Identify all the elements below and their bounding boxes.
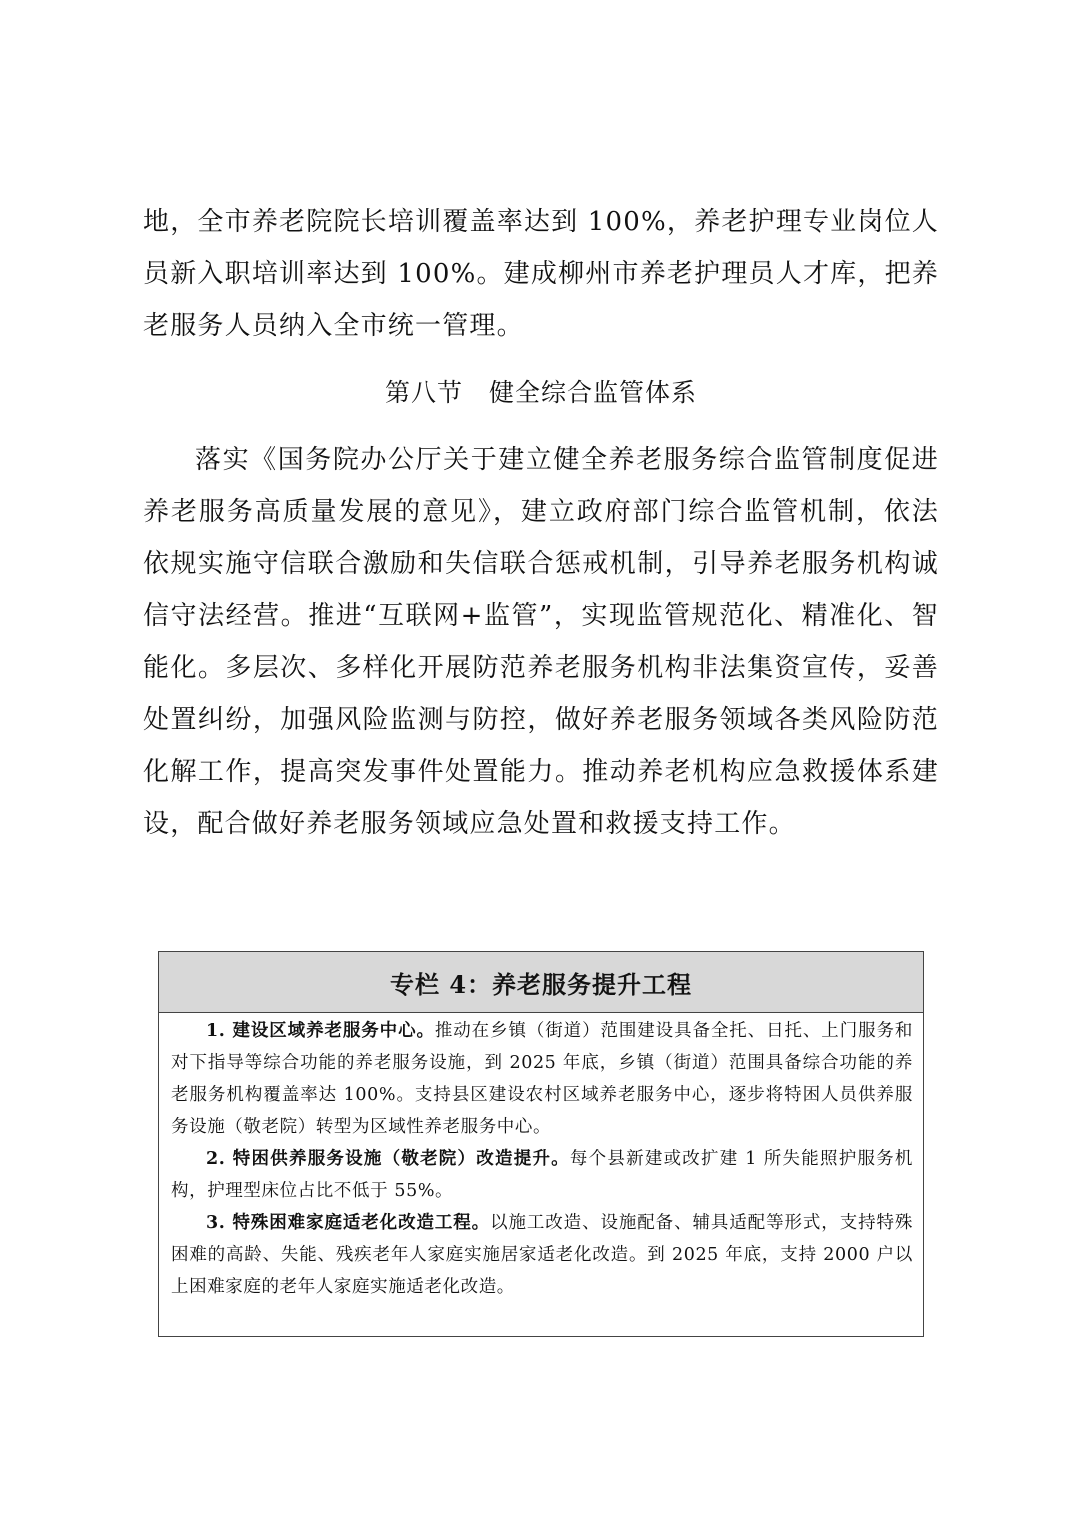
feature-column-title: 专栏 4：养老服务提升工程: [159, 952, 923, 1013]
feature-item-lead: 1. 建设区域养老服务中心。: [206, 1021, 435, 1041]
feature-item-lead: 3. 特殊困难家庭适老化改造工程。: [206, 1213, 491, 1233]
section-paragraph: 落实《国务院办公厅关于建立健全养老服务综合监管制度促进养老服务高质量发展的意见》，建立政府部门综合监管机制，依法依规实施守信联合激励和失信联合惩戒机制，引导养老服务机构诚信守法经营。推进“互联网+监管”，实现监管规范化、精准化、智能化。多层次、多样化开展防范养老服务机构非法集资宣传，妥善处置纠纷，加强风险监测与防控，做好养老服务领域各类风险防范化解工作，提高突发事件处置能力。推动养老机构应急救援体系建设，配合做好养老服务领域应急处置和救援支持工作。: [143, 445, 939, 839]
section-title: 第八节 健全综合监管体系: [384, 378, 697, 407]
feature-item-text: 推动在乡镇（街道）范围建设具备全托、日托、上门服务和对下指导等综合功能的养老服务设施，到 2025 年底，乡镇（街道）范围具备综合功能的养老服务机构覆盖率达 100%。支持县区建设农村区域养老服务中心，逐步将特困人员供养服务设施（敬老院）转型为区域性养老服务中心。: [171, 1021, 913, 1137]
continuation-paragraph: 地，全市养老院院长培训覆盖率达到 100%，养老护理专业岗位人员新入职培训率达到 100%。建成柳州市养老护理员人才库，把养老服务人员纳入全市统一管理。: [143, 207, 939, 341]
feature-item-text: 每个县新建或改扩建 1 所失能照护服务机构，护理型床位占比不低于 55%。: [171, 1149, 913, 1201]
feature-item: [171, 1207, 913, 1303]
section-body: [143, 434, 939, 850]
feature-item-lead: 2. 特困供养服务设施（敬老院）改造提升。: [206, 1149, 570, 1169]
feature-column-box: [158, 951, 924, 1337]
feature-item-text: 以施工改造、设施配备、辅具适配等形式，支持特殊困难的高龄、失能、残疾老年人家庭实施居家适老化改造。到 2025 年底，支持 2000 户以上困难家庭的老年人家庭实施适老化改造。: [171, 1213, 913, 1297]
continuation-paragraph-block: [143, 196, 939, 352]
feature-item: [171, 1015, 913, 1143]
feature-column-body: [159, 1013, 923, 1303]
feature-item: [171, 1143, 913, 1207]
